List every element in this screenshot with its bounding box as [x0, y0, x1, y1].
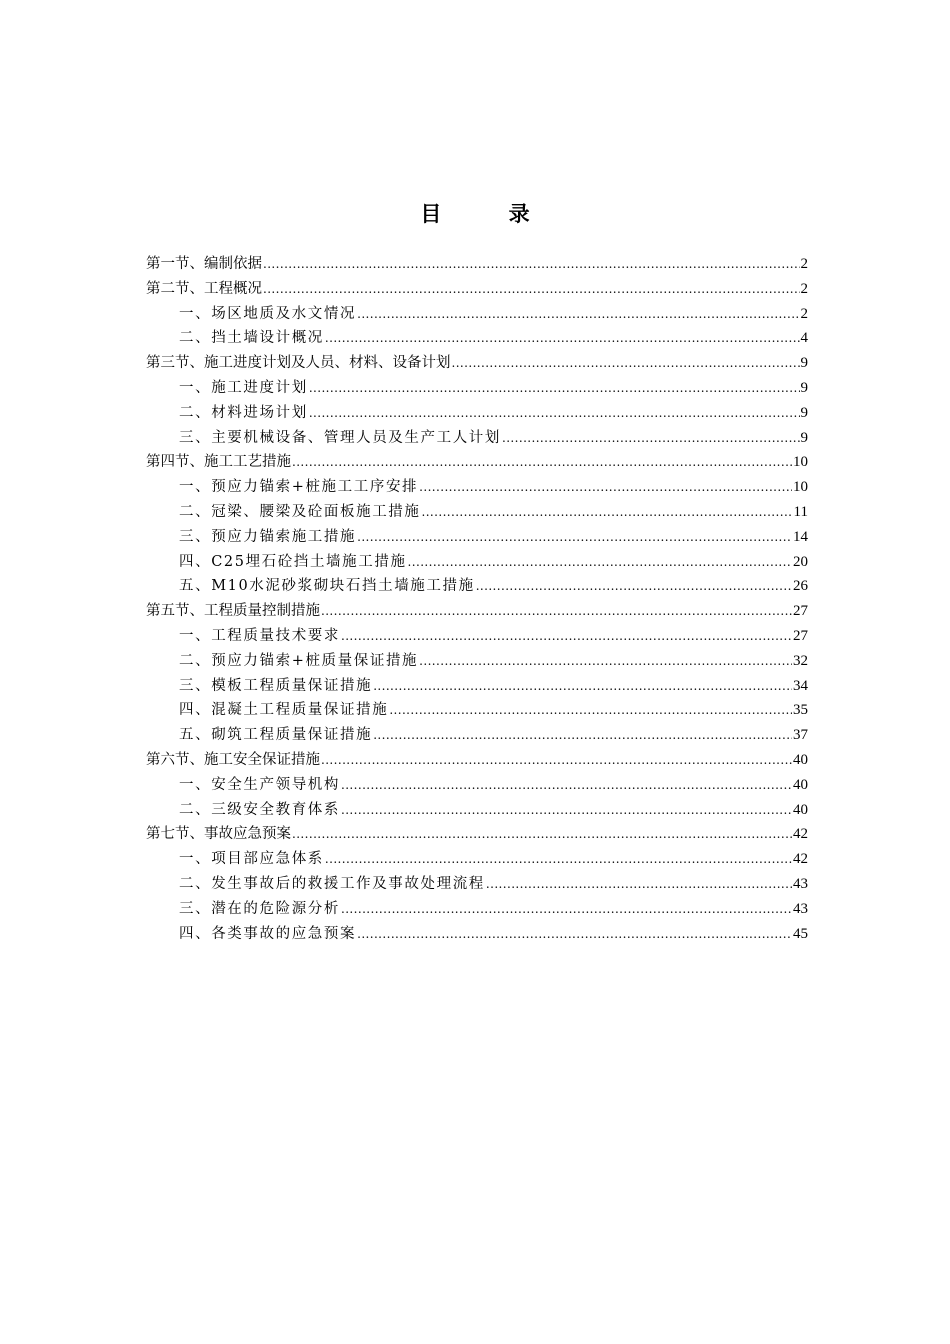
toc-dot-leader: [325, 847, 792, 872]
toc-section-entry[interactable]: [146, 351, 808, 376]
toc-dot-leader: [325, 326, 800, 351]
toc-entry-title: 三、模板工程质量保证措施: [179, 677, 373, 694]
toc-page-number: 32: [793, 652, 808, 669]
toc-page-number: 14: [793, 528, 808, 545]
toc-subsection-entry[interactable]: [146, 773, 808, 798]
toc-section-entry[interactable]: [146, 748, 808, 773]
toc-entry-title: 四、各类事故的应急预案: [179, 925, 357, 942]
toc-entry-title: 二、三级安全教育体系: [179, 801, 340, 818]
toc-page-number: 11: [793, 503, 808, 520]
toc-page-number: 9: [800, 355, 808, 372]
toc-entry-title: 二、冠梁、腰梁及砼面板施工措施: [179, 503, 421, 520]
toc-entry-title: 二、挡土墙设计概况: [179, 330, 324, 347]
toc-page-number: 10: [793, 454, 808, 471]
toc-dot-leader: [357, 525, 792, 550]
toc-dot-leader: [341, 624, 792, 649]
toc-entry-title: 二、发生事故后的救援工作及事故处理流程: [179, 875, 485, 892]
toc-section-entry[interactable]: [146, 277, 808, 302]
toc-subsection-entry[interactable]: [146, 847, 808, 872]
toc-dot-leader: [321, 748, 792, 773]
toc-dot-leader: [341, 798, 792, 823]
toc-subsection-entry[interactable]: [146, 376, 808, 401]
toc-page-number: 26: [793, 578, 808, 595]
toc-dot-leader: [309, 401, 800, 426]
toc-subsection-entry[interactable]: [146, 326, 808, 351]
toc-subsection-entry[interactable]: [146, 674, 808, 699]
toc-dot-leader: [263, 277, 800, 302]
toc-dot-leader: [502, 426, 800, 451]
toc-page-number: 43: [793, 875, 808, 892]
toc-page-number: 9: [800, 404, 808, 421]
toc-entry-title: 四、混凝土工程质量保证措施: [179, 702, 389, 719]
toc-dot-leader: [357, 302, 799, 327]
toc-dot-leader: [486, 872, 792, 897]
toc-entry-title: 四、C25埋石砼挡土墙施工措施: [179, 553, 407, 570]
toc-page-number: 9: [800, 429, 808, 446]
toc-subsection-entry[interactable]: [146, 525, 808, 550]
toc-subsection-entry[interactable]: [146, 574, 808, 599]
toc-subsection-entry[interactable]: [146, 698, 808, 723]
toc-entry-title: 第七节、事故应急预案: [146, 826, 291, 843]
toc-entry-title: 第二节、工程概况: [146, 280, 262, 297]
toc-section-entry[interactable]: [146, 822, 808, 847]
toc-page-number: 35: [793, 702, 808, 719]
toc-entry-title: 三、预应力锚索施工措施: [179, 528, 357, 545]
toc-page-number: 27: [793, 627, 808, 644]
toc-dot-leader: [292, 822, 792, 847]
toc-dot-leader: [476, 574, 792, 599]
toc-subsection-entry[interactable]: [146, 624, 808, 649]
toc-entry-title: 一、安全生产领导机构: [179, 776, 340, 793]
toc-page-number: 40: [793, 776, 808, 793]
toc-entry-title: 第六节、施工安全保证措施: [146, 751, 320, 768]
toc-page-number: 2: [800, 256, 808, 272]
toc-page-number: 2: [800, 305, 808, 322]
toc-entry-title: 一、场区地质及水文情况: [179, 305, 357, 322]
toc-page-number: 20: [793, 553, 808, 570]
toc-subsection-entry[interactable]: [146, 649, 808, 674]
toc-entry-title: 第五节、工程质量控制措施: [146, 603, 320, 620]
toc-page-number: 40: [793, 751, 808, 768]
toc-subsection-entry[interactable]: [146, 872, 808, 897]
toc-page-number: 40: [793, 801, 808, 818]
toc-title: 目 录: [420, 202, 560, 226]
toc-subsection-entry[interactable]: [146, 897, 808, 922]
toc-page-number: 34: [793, 677, 808, 694]
toc-dot-leader: [321, 599, 792, 624]
toc-subsection-entry[interactable]: [146, 401, 808, 426]
toc-entry-title: 五、砌筑工程质量保证措施: [179, 727, 373, 744]
toc-dot-leader: [373, 674, 792, 699]
toc-section-entry[interactable]: [146, 599, 808, 624]
toc-page-number: 37: [793, 727, 808, 744]
toc-page-number: 42: [793, 826, 808, 843]
toc-dot-leader: [292, 450, 792, 475]
toc-section-entry[interactable]: [146, 450, 808, 475]
toc-page-number: 2: [800, 280, 808, 297]
toc-dot-leader: [408, 550, 792, 575]
toc-dot-leader: [452, 351, 800, 376]
toc-dot-leader: [341, 773, 792, 798]
toc-dot-leader: [389, 698, 792, 723]
toc-page-number: 45: [793, 925, 808, 942]
toc-entry-title: 第三节、施工进度计划及人员、材料、设备计划: [146, 355, 451, 372]
toc-page-number: 4: [800, 330, 808, 347]
toc-entry-title: 二、预应力锚索+桩质量保证措施: [179, 652, 419, 669]
toc-dot-leader: [373, 723, 792, 748]
toc-dot-leader: [341, 897, 792, 922]
toc-list: [146, 252, 808, 946]
toc-dot-leader: [357, 922, 792, 947]
toc-dot-leader: [422, 500, 793, 525]
toc-subsection-entry[interactable]: [146, 723, 808, 748]
toc-entry-title: 五、M10水泥砂浆砌块石挡土墙施工措施: [179, 578, 475, 595]
toc-page-number: 43: [793, 900, 808, 917]
toc-page-number: 42: [793, 851, 808, 868]
toc-subsection-entry[interactable]: [146, 550, 808, 575]
toc-subsection-entry[interactable]: [146, 302, 808, 327]
toc-entry-title: 第四节、施工工艺措施: [146, 454, 291, 471]
toc-entry-title: 三、主要机械设备、管理人员及生产工人计划: [179, 429, 501, 446]
toc-subsection-entry[interactable]: [146, 922, 808, 947]
toc-page-number: 10: [793, 479, 808, 496]
toc-entry-title: 一、工程质量技术要求: [179, 627, 340, 644]
toc-subsection-entry[interactable]: [146, 475, 808, 500]
toc-dot-leader: [419, 649, 792, 674]
toc-section-entry[interactable]: [146, 252, 808, 277]
toc-entry-title: 一、预应力锚索+桩施工工序安排: [179, 479, 419, 496]
toc-subsection-entry[interactable]: [146, 500, 808, 525]
toc-entry-title: 一、项目部应急体系: [179, 851, 324, 868]
toc-dot-leader: [419, 475, 792, 500]
toc-dot-leader: [309, 376, 800, 401]
toc-subsection-entry[interactable]: [146, 426, 808, 451]
toc-dot-leader: [263, 252, 800, 277]
toc-entry-title: 三、潜在的危险源分析: [179, 900, 340, 917]
toc-entry-title: 二、材料进场计划: [179, 404, 308, 421]
toc-subsection-entry[interactable]: [146, 798, 808, 823]
toc-entry-title: 第一节、编制依据: [146, 256, 262, 272]
toc-entry-title: 一、施工进度计划: [179, 379, 308, 396]
toc-page-number: 9: [800, 379, 808, 396]
toc-page-number: 27: [793, 603, 808, 620]
